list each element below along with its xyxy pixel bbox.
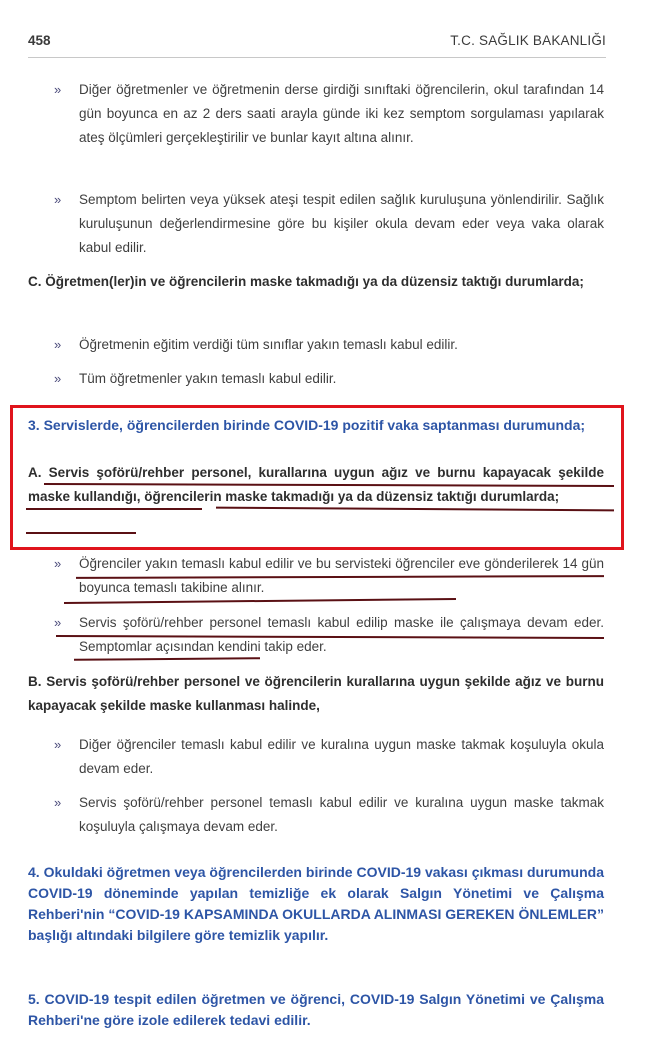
header-title: T.C. SAĞLIK BAKANLIĞI	[450, 33, 606, 48]
list-item	[54, 367, 604, 391]
section-4-heading: 4. Okuldaki öğretmen veya öğrencilerden birinde COVID-19 vakası çıkması durumunda COVID-19 döneminde yapılan temizliğe ek olarak Salgın Yönetimi ve Çalışma Rehberi'nin “COVID-19 KAPSAMINDA OKULLARDA ALINMASI GEREKEN ÖNLEMLER” başlığı altındaki bilgilere göre temizlik yapılır.	[28, 864, 604, 943]
list-item	[54, 78, 604, 150]
list-item	[54, 733, 604, 781]
underline-mark	[26, 532, 136, 534]
list-item	[54, 791, 604, 839]
list-item-text: Diğer öğretmenler ve öğretmenin derse girdiği sınıftaki öğrencilerin, okul tarafından 14 gün boyunca en az 2 ders saati arayla günde iki kez semptom sorgulaması yapılarak ateş ölçümleri gerçekleştirilir ve bunlar kayıt altına alınır.	[79, 82, 604, 145]
bullet-marker-icon: »	[54, 82, 62, 97]
section-3a-heading: A. Servis şoförü/rehber personel, kurallarına uygun ağız ve burnu kapayacak şekilde maske kullandığı, öğrencilerin maske takmadığı ya da düzensiz taktığı durumlarda;	[28, 465, 604, 504]
bullet-marker-icon: »	[54, 556, 62, 571]
bullet-marker-icon: »	[54, 615, 62, 630]
section-5-heading: 5. COVID-19 tespit edilen öğretmen ve öğrenci, COVID-19 Salgın Yönetimi ve Çalışma Rehberi'ne göre izole edilerek tedavi edilir.	[28, 991, 604, 1028]
bullet-marker-icon: »	[54, 371, 62, 386]
page-number: 458	[28, 33, 51, 48]
list-item-text: Servis şoförü/rehber personel temaslı kabul edilir ve kuralına uygun maske takmak koşuluyla çalışmaya devam eder.	[79, 795, 604, 834]
list-item-text: Diğer öğrenciler temaslı kabul edilir ve kuralına uygun maske takmak koşuluyla okula devam eder.	[79, 737, 604, 776]
list-item-text: Semptom belirten veya yüksek ateşi tespit edilen sağlık kuruluşuna yönlendirilir. Sağlık kuruluşunun değerlendirmesine göre bu kişiler okula devam eder veya vaka olarak kabul edilir.	[79, 192, 604, 255]
section-3b-heading: B. Servis şoförü/rehber personel ve öğrencilerin kurallarına uygun şekilde ağız ve burnu kapayacak şekilde maske kullanması halinde,	[28, 674, 604, 713]
bullet-marker-icon: »	[54, 737, 62, 752]
header-divider	[28, 57, 606, 58]
list-item-text: Tüm öğretmenler yakın temaslı kabul edilir.	[79, 371, 337, 386]
underline-mark	[74, 657, 260, 661]
underline-mark	[26, 508, 202, 510]
list-item	[54, 188, 604, 260]
section-3-heading: 3. Servislerde, öğrencilerden birinde COVID-19 pozitif vaka saptanması durumunda;	[28, 417, 586, 433]
list-item-text: Öğretmenin eğitim verdiği tüm sınıflar yakın temaslı kabul edilir.	[79, 337, 458, 352]
list-item	[54, 333, 604, 357]
list-item-text: Servis şoförü/rehber personel temaslı kabul edilip maske ile çalışmaya devam eder. Semptomlar açısından kendini takip eder.	[79, 615, 604, 654]
bullet-marker-icon: »	[54, 192, 62, 207]
list-item-text: Öğrenciler yakın temaslı kabul edilir ve bu servisteki öğrenciler eve gönderilerek 14 gün boyunca temaslı takibine alınır.	[79, 556, 604, 595]
bullet-marker-icon: »	[54, 337, 62, 352]
section-c-heading: C. Öğretmen(ler)in ve öğrencilerin maske takmadığı ya da düzensiz taktığı durumlarda;	[28, 274, 584, 289]
bullet-marker-icon: »	[54, 795, 62, 810]
